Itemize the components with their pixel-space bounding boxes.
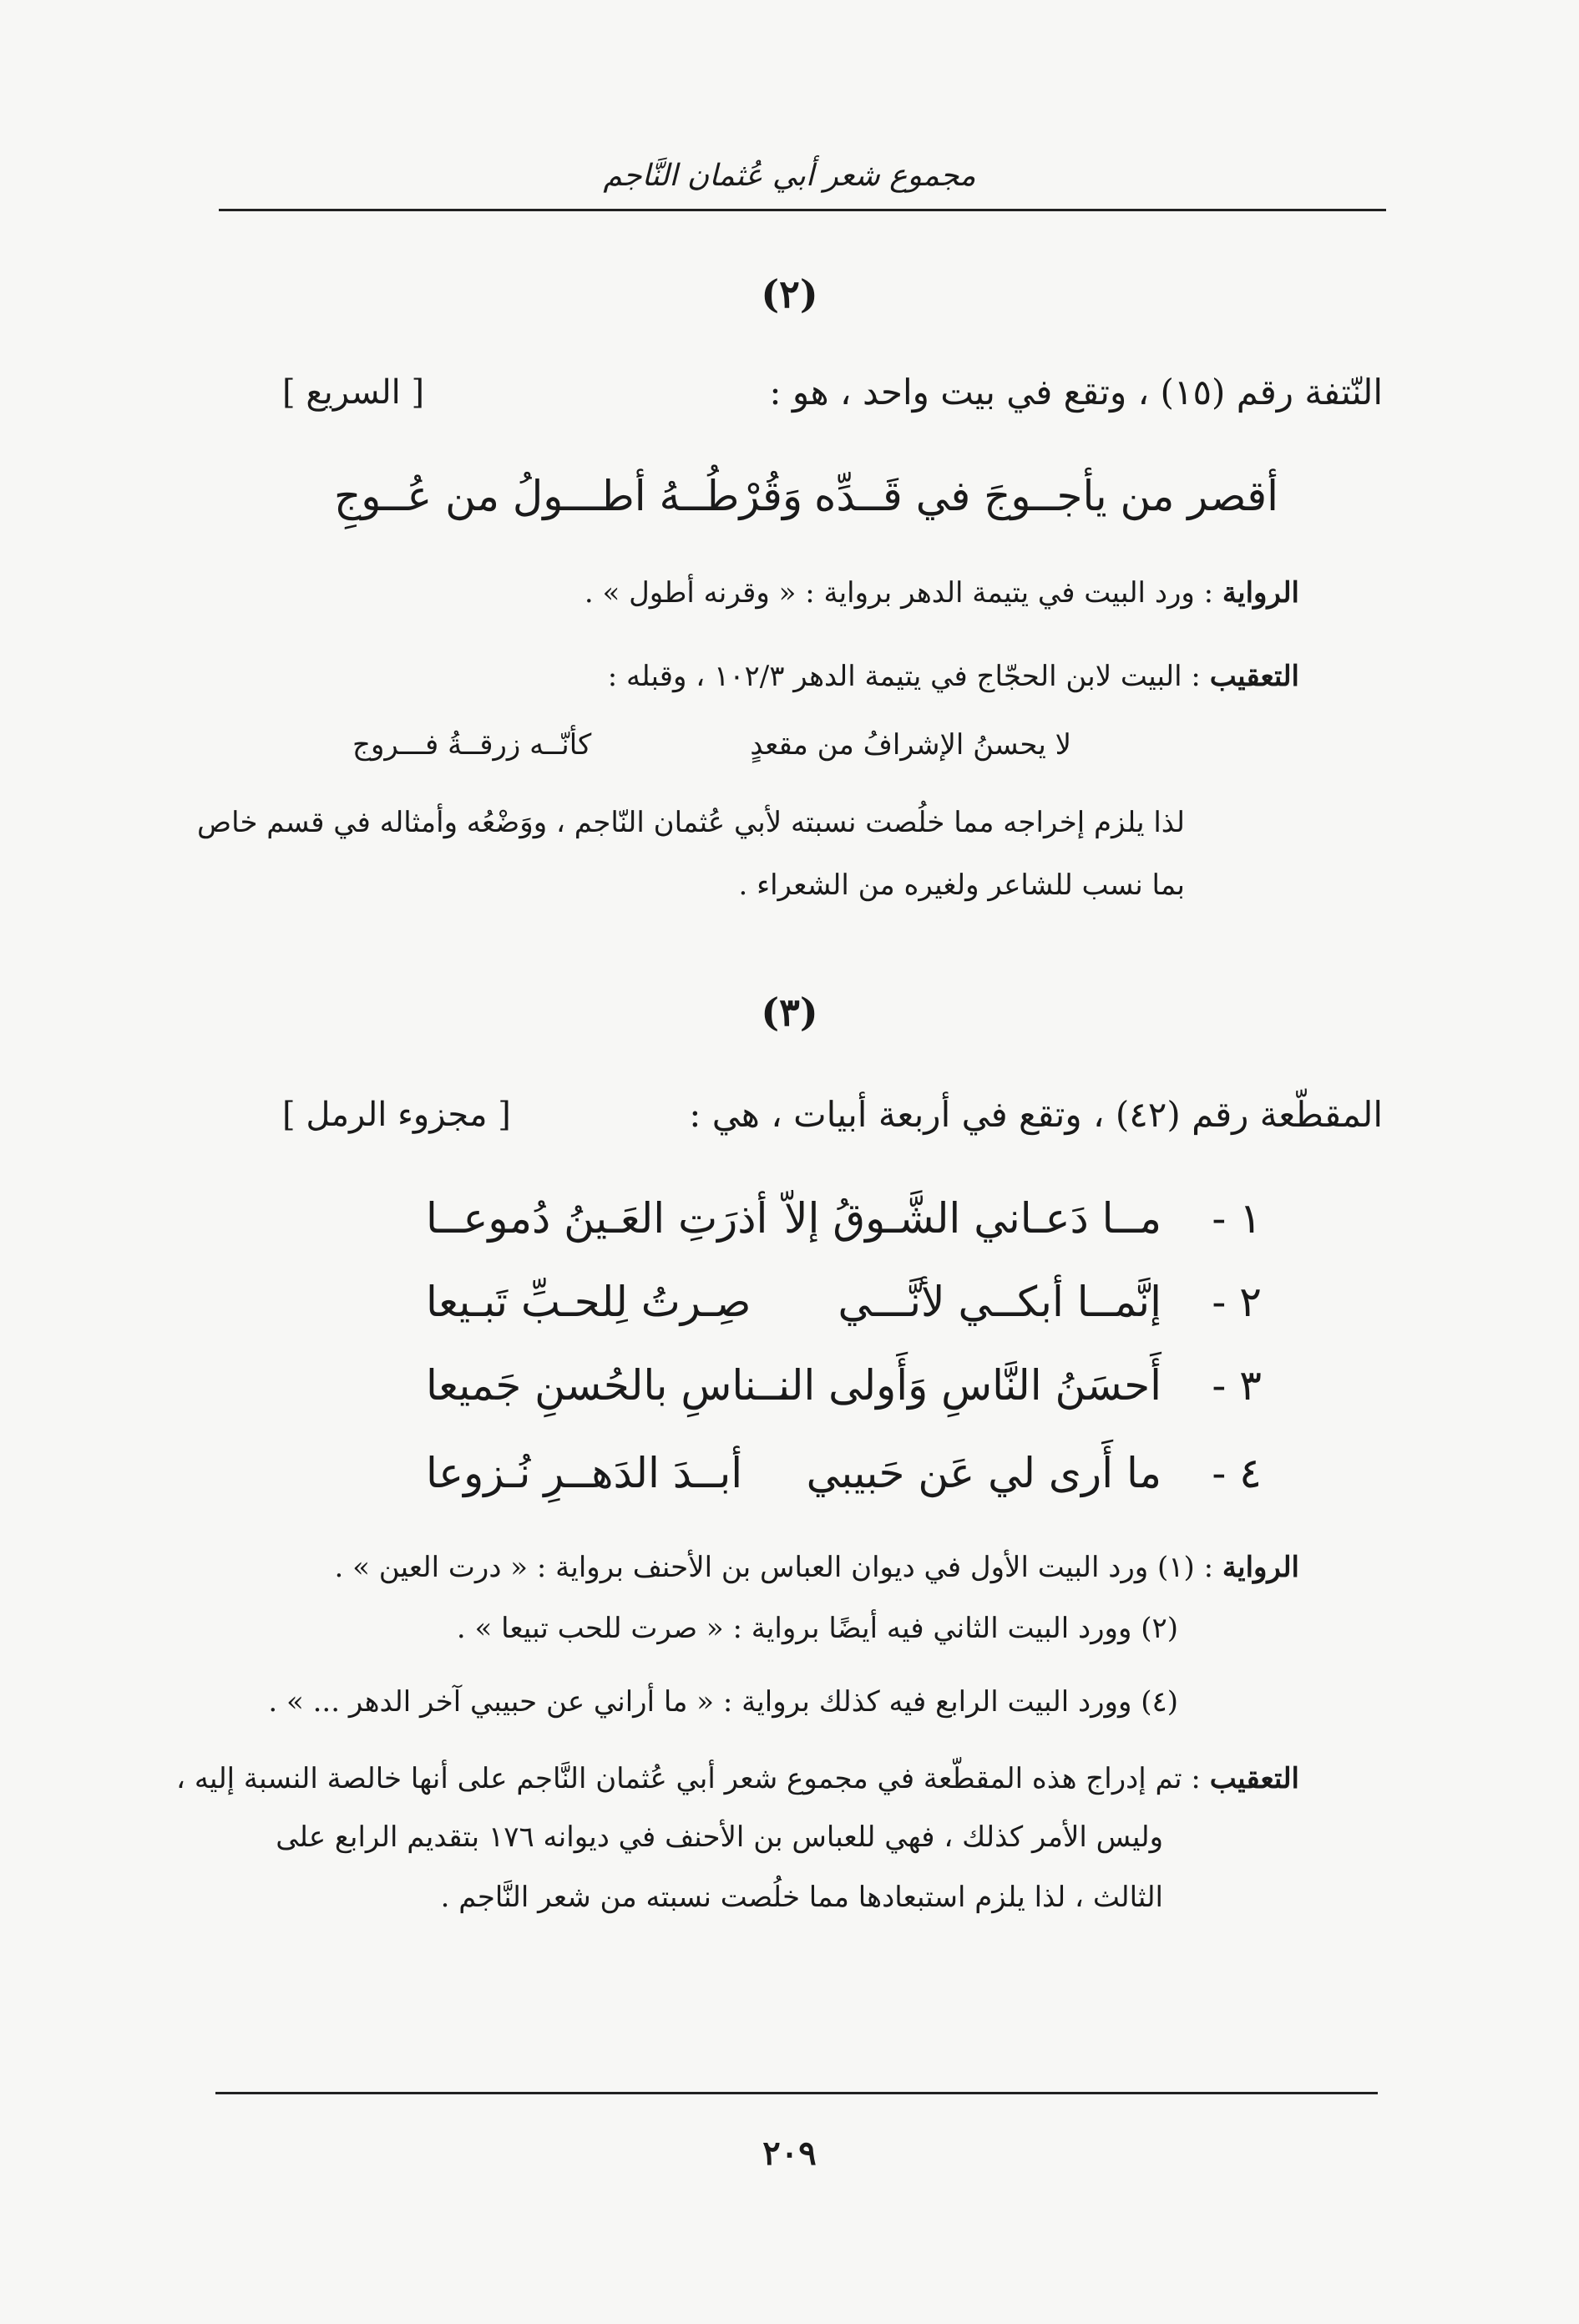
verse-3-left: ـــناسِ بالحُسنِ جَميعا <box>426 1361 794 1410</box>
riwaya-label: الرواية <box>1222 1551 1299 1584</box>
section-2-taqib <box>608 660 1299 693</box>
verse-2-left: صِـرتُ لِلحـبِّ تَبـيعا <box>426 1278 752 1326</box>
riwaya-label: الرواية <box>1222 576 1299 610</box>
page-number: ٢٠٩ <box>762 2134 817 2173</box>
riwaya-note-3: (٤) وورد البيت الرابع فيه كذلك برواية : « ما أراني عن حبيبي آخر الدهر ... » . <box>268 1685 1178 1719</box>
taqib-paragraph-line-2: بما نسب للشاعر ولغيره من الشعراء . <box>738 868 1185 902</box>
header-rule <box>219 209 1386 211</box>
taqib-line-1: : تم إدراج هذه المقطّعة في مجموع شعر أبي عُثمان النَّاجم على أنها خالصة النسبة إليه ، <box>176 1762 1201 1795</box>
verse-hemistich-left: وَقُرْطُــهُ أطـــولُ من عُــوجِ <box>334 472 803 520</box>
taqib-label: التعقيب <box>1209 660 1299 693</box>
verse-1-left: أذرَتِ العَـينُ دُموعــا <box>426 1194 768 1243</box>
footer-rule <box>215 2092 1378 2094</box>
section-3-riwaya <box>335 1551 1299 1584</box>
riwaya-note-2: (٢) وورد البيت الثاني فيه أيضًا برواية : « صرت للحب تبيعا » . <box>456 1612 1178 1645</box>
verse-2-number: ٢ - <box>1212 1278 1262 1326</box>
riwaya-note-1: : (١) ورد البيت الأول في ديوان العباس بن الأحنف برواية : « درت العين » . <box>334 1551 1214 1584</box>
verse-4-left: أبــدَ الدَهــرِ نُـزوعا <box>426 1449 743 1497</box>
verse-1-number: ١ - <box>1212 1194 1262 1243</box>
verse-3-number: ٣ - <box>1212 1361 1262 1410</box>
verse-3-right: أَحسَنُ النَّاسِ وَأَولى النـ <box>766 1361 1161 1410</box>
taqib-paragraph-line-1: لذا يلزم إخراجه مما خلُصت نسبته لأبي عُثمان النّاجم ، ووَضْعُه وأمثاله في قسم خاص <box>197 806 1185 839</box>
section-3-taqib <box>176 1762 1299 1795</box>
verse-2-right: إنَّمــا أبكــي لأنَّـــي <box>838 1278 1161 1326</box>
taqib-label: التعقيب <box>1209 1762 1299 1795</box>
quoted-verse-right: لا يحسنُ الإشرافُ من مقعدٍ <box>750 728 1071 762</box>
section-2-meter: [ السريع ] <box>282 373 425 412</box>
verse-4-number: ٤ - <box>1212 1449 1262 1497</box>
section-2-intro: النّتفة رقم (١٥) ، وتقع في بيت واحد ، هو : <box>769 372 1383 413</box>
section-3-intro: المقطّعة رقم (٤٢) ، وتقع في أربعة أبيات ، هي : <box>689 1094 1383 1135</box>
section-2-number: (٢) <box>761 271 818 316</box>
quoted-verse-left: كأنّــه زرقــةُ فـــروج <box>352 728 592 762</box>
riwaya-text: : ورد البيت في يتيمة الدهر برواية : « وقرنه أطول » . <box>584 576 1214 610</box>
section-2-riwaya <box>585 576 1299 610</box>
verse-1-right: مــا دَعـاني الشَّـوقُ إلاّ <box>784 1194 1161 1243</box>
section-3-number: (٣) <box>761 990 818 1035</box>
verse-4-right: ما أَرى لي عَن حَبيبي <box>806 1449 1161 1497</box>
taqib-line-3: الثالث ، لذا يلزم استبعادها مما خلُصت نسبته من شعر النَّاجم . <box>440 1881 1163 1914</box>
taqib-line-2: وليس الأمر كذلك ، فهي للعباس بن الأحنف في ديوانه ١٧٦ بتقديم الرابع على <box>276 1820 1163 1854</box>
section-3-meter: [ مجزوء الرمل ] <box>282 1096 511 1134</box>
running-header: مجموع شعر أبي عُثمان النَّاجم <box>603 159 976 193</box>
taqib-text: : البيت لابن الحجّاج في يتيمة الدهر ١٠٢/٣ ، وقبله : <box>607 660 1201 693</box>
verse-hemistich-right: أقصر من يأجــوجَ في قَــدِّه <box>814 472 1278 520</box>
